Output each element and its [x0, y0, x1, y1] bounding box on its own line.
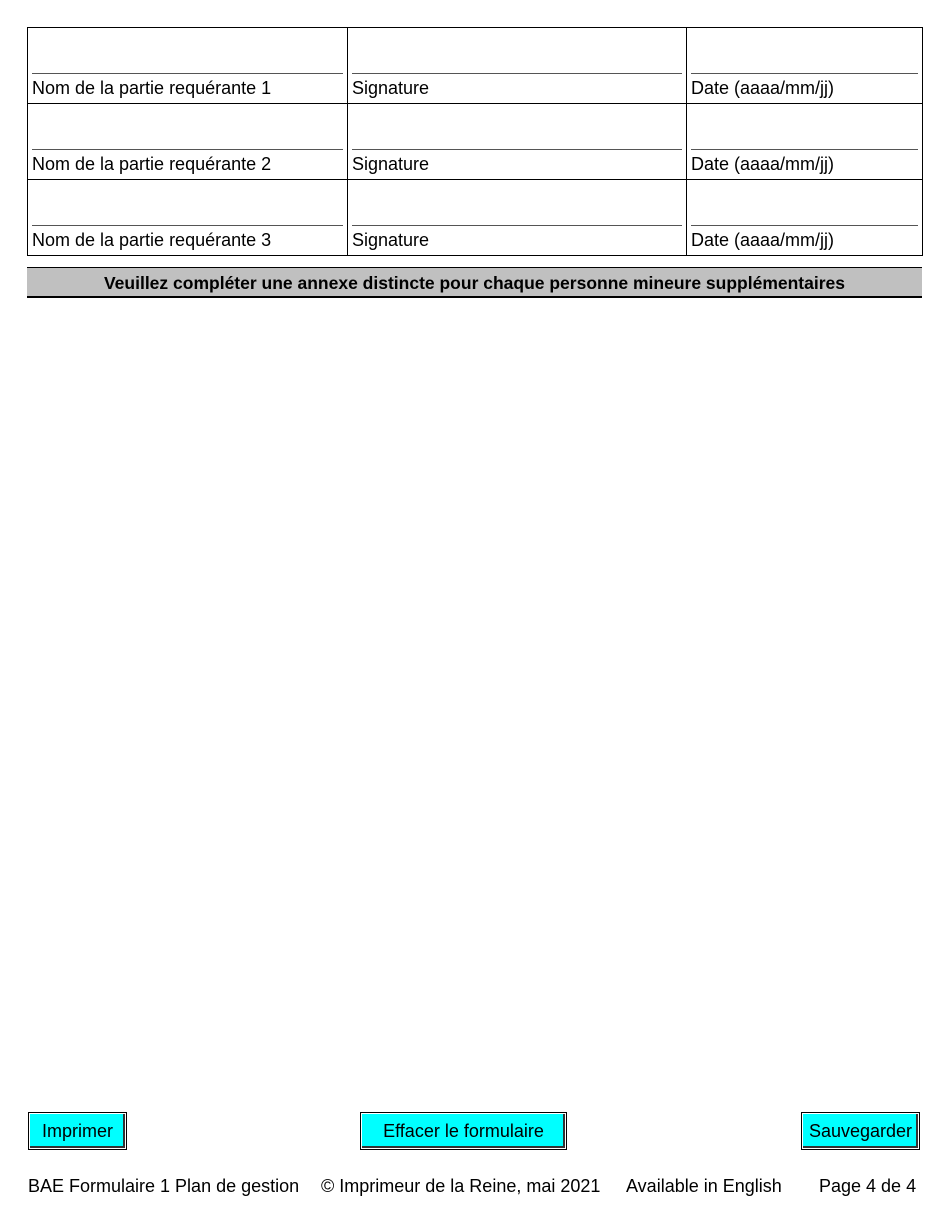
clear-form-button[interactable]: Effacer le formulaire [360, 1112, 567, 1150]
date-field-1[interactable] [687, 28, 923, 104]
footer-copyright: © Imprimeur de la Reine, mai 2021 [321, 1176, 601, 1196]
save-button[interactable]: Sauvegarder [801, 1112, 920, 1150]
signature-line [352, 225, 682, 226]
name-label: Nom de la partie requérante 3 [32, 230, 272, 250]
signature-field-1[interactable] [348, 28, 687, 104]
signature-line [352, 73, 682, 74]
signature-field-3[interactable] [348, 180, 687, 256]
footer-language-link[interactable]: Available in English [626, 1176, 782, 1196]
footer-form-name: BAE Formulaire 1 Plan de gestion [28, 1176, 300, 1196]
signature-row-2 [28, 104, 923, 180]
additional-minor-notice: Veuillez compléter une annexe distincte pour chaque personne mineure supplémentaires [27, 267, 922, 298]
signature-label: Signature [352, 230, 430, 250]
signature-field-2[interactable] [348, 104, 687, 180]
date-line [691, 73, 918, 74]
date-field-3[interactable] [687, 180, 923, 256]
applicant-name-field-2[interactable] [28, 104, 348, 180]
date-label: Date (aaaa/mm/jj) [691, 230, 835, 250]
date-line [691, 225, 918, 226]
name-label: Nom de la partie requérante 1 [32, 78, 272, 98]
print-button[interactable]: Imprimer [28, 1112, 127, 1150]
signature-row-1 [28, 28, 923, 104]
signature-line [352, 149, 682, 150]
applicant-name-field-3[interactable] [28, 180, 348, 256]
date-label: Date (aaaa/mm/jj) [691, 154, 835, 174]
footer-page-number: Page 4 de 4 [819, 1176, 917, 1196]
name-line [32, 225, 343, 226]
signature-row-3 [28, 180, 923, 256]
name-line [32, 73, 343, 74]
date-label: Date (aaaa/mm/jj) [691, 78, 835, 98]
signature-label: Signature [352, 154, 430, 174]
name-label: Nom de la partie requérante 2 [32, 154, 272, 174]
signature-label: Signature [352, 78, 430, 98]
signature-table [27, 27, 923, 256]
date-line [691, 149, 918, 150]
name-line [32, 149, 343, 150]
applicant-name-field-1[interactable] [28, 28, 348, 104]
date-field-2[interactable] [687, 104, 923, 180]
